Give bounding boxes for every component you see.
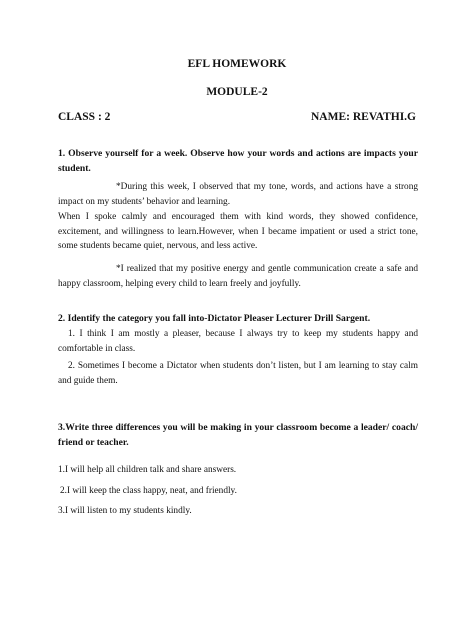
answer-1-para-2: When I spoke calmly and encouraged them with kind words, they showed confidence, excitement, and willingness to learn.However, when I became impatient or used a strict tone, some students became quiet, nervous, and less active.	[58, 212, 418, 252]
answer-1-para-1: *During this week, I observed that my tone, words, and actions have a strong impact on my students’ behavior and learning.	[58, 182, 418, 207]
class-name-row	[58, 111, 416, 123]
question-1: 1. Observe yourself for a week. Observe how your words and actions are impacts your student.	[58, 148, 418, 174]
answer-3-item-2: 2.I will keep the class happy, neat, and friendly.	[60, 486, 237, 496]
answer-2-item-2: 2. Sometimes I become a Dictator when students don’t listen, but I am learning to stay calm and guide them.	[58, 361, 418, 386]
answer-1-para-3: *I realized that my positive energy and gentle communication create a safe and happy classroom, helping every child to learn freely and joyfully.	[58, 264, 418, 289]
question-3: 3.Write three differences you will be making in your classroom become a leader/ coach/ friend or teacher.	[58, 422, 418, 448]
answer-3-item-3: 3.I will listen to my students kindly.	[58, 506, 192, 516]
module-title: MODULE-2	[206, 86, 268, 98]
answer-3-item-1: 1.I will help all children talk and share answers.	[58, 465, 237, 475]
question-2: 2. Identify the category you fall into-Dictator Pleaser Lecturer Drill Sargent.	[58, 313, 371, 324]
student-name: NAME: REVATHI.G	[311, 111, 416, 123]
class-label: CLASS : 2	[58, 111, 111, 123]
document-title: EFL HOMEWORK	[187, 58, 287, 70]
answer-2-item-1: 1. I think I am mostly a pleaser, because I always try to keep my students happy and comfortable in class.	[58, 329, 418, 354]
